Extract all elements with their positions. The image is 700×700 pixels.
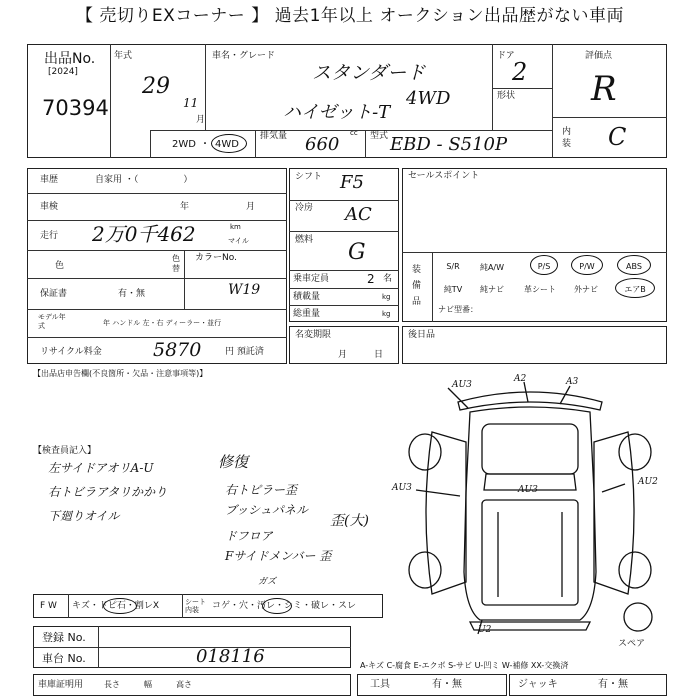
name-change-label: 名変期限 [295, 330, 332, 340]
color-label: 色 [55, 261, 65, 271]
right-note-2: 右トピラー歪 [225, 483, 298, 497]
inspection-label: 車検 [40, 202, 59, 212]
right-note-4: 歪(大) [330, 513, 369, 529]
garage-cert-fields: 長さ 幅 高さ [104, 680, 192, 689]
arrival-label: 後日品 [408, 330, 436, 340]
seller-notes-label: 【出品店申告欄(不良箇所・欠品・注意事項等)】 [33, 369, 208, 378]
load-label: 積載量 [293, 292, 321, 302]
diagram-mark-6: AU3 [518, 485, 538, 495]
auction-banner: 【 売切りEXコーナー 】 過去1年以上 オークション出品歴がない車両 [76, 6, 624, 26]
drive-sep: ・ [200, 139, 210, 150]
capacity-value: 2 [367, 272, 375, 286]
damage-legend: A-キズ C-腐食 E-エクボ S-サビ U-凹ミ W-補修 XX-交換済 [360, 661, 569, 670]
chassis-label: 車台 No. [42, 652, 86, 665]
shape-label: 形状 [497, 91, 516, 101]
km-unit: km [230, 223, 241, 231]
fw-label: F W [40, 601, 57, 611]
seat-label: シート内装 [185, 598, 206, 614]
mile-unit: マイル [228, 237, 249, 245]
name-line1: スタンダード [312, 62, 426, 84]
gross-label: 総重量 [293, 309, 321, 319]
equip-leather: 革シート [524, 285, 556, 294]
car-damage-diagram [390, 372, 670, 650]
color-no-label: カラーNo. [195, 253, 237, 263]
load-unit: kg [382, 293, 391, 301]
name-change-value: 月 日 [338, 350, 384, 360]
garage-cert-label: 車庫証明用 [38, 680, 84, 690]
right-note-1: 修復 [218, 453, 249, 471]
ac-label: 冷房 [295, 203, 314, 213]
arrival-box [402, 326, 667, 364]
seat-items: コゲ・穴・汚レ・シミ・破レ・スレ [212, 601, 357, 611]
registration-label: 登録 No. [42, 631, 86, 644]
equip-airbag: エアB [624, 285, 646, 294]
equip-abs: ABS [626, 262, 642, 271]
mileage-label: 走行 [40, 231, 59, 241]
interior-value: C [608, 123, 627, 151]
sales-point-label: セールスポイント [408, 171, 480, 181]
right-note-3: ブッシュパネル [225, 503, 308, 517]
year-value: 29 [142, 74, 170, 99]
diagram-mark-1: AU3 [452, 380, 472, 390]
inspection-month: 月 [246, 202, 256, 212]
equip-sr: S/R [446, 262, 460, 271]
right-note-5: ドフロア [225, 529, 273, 543]
left-note-1: 左サイドアオリA-U [48, 461, 154, 475]
capacity-unit: 名 [383, 274, 393, 284]
spare-label: スペア [618, 639, 646, 649]
equipment-label: 装備品 [412, 265, 422, 307]
diagram-mark-5: AU3 [392, 483, 412, 493]
history-label: 車歴 [40, 175, 59, 185]
jack-label: ジャッキ [518, 679, 558, 690]
fuel-label: 燃料 [295, 235, 314, 245]
fuel-value: G [348, 240, 366, 265]
equip-ps: P/S [537, 262, 551, 271]
ac-value: AC [345, 204, 372, 225]
shift-value: F5 [340, 172, 364, 193]
diagram-mark-2: A2 [514, 374, 527, 384]
name-line2: ハイゼット-T [283, 102, 391, 123]
equip-pw: P/W [579, 262, 595, 271]
model-label: 型式 [370, 131, 389, 141]
drive-note: 4WD [406, 88, 451, 109]
navi-model-label: ナビ型番： [438, 305, 478, 314]
cc-unit: cc [350, 129, 358, 137]
capacity-label: 乗車定員 [293, 274, 330, 284]
year-label: 年式 [114, 51, 133, 61]
left-note-2: 右トビラアタリかかり [48, 485, 168, 499]
note-small: ガズ [258, 577, 277, 587]
tools-value: 有・無 [432, 679, 462, 690]
diagram-mark-3: A3 [566, 377, 579, 387]
door-value: 2 [512, 58, 528, 86]
gross-unit: kg [382, 310, 391, 318]
jack-value: 有・無 [598, 679, 628, 690]
recycle-unit: 円 預託済 [225, 347, 264, 357]
tools-label: 工具 [370, 679, 390, 690]
equip-ext-navi: 外ナビ [574, 285, 598, 294]
month-value: 11 [183, 96, 199, 110]
chassis-value: 018116 [196, 646, 265, 667]
diagram-mark-8: U2 [478, 625, 492, 635]
fw-items: キズ・ドピ石・割レX [72, 601, 159, 611]
warranty-label: 保証書 [40, 289, 68, 299]
history-value: 自家用 ・（ ） [95, 175, 193, 185]
model-year-value: 年 ハンドル 左・右 ディーラー・並行 [103, 319, 222, 327]
door-label: ドア [497, 51, 515, 61]
diagram-mark-4: AU2 [638, 477, 658, 487]
model-value: EBD - S510P [390, 134, 508, 155]
interior-label: 内装 [562, 127, 572, 149]
color-change: 色替 [172, 254, 180, 273]
right-note-6: Fサイドメンバー 歪 [225, 549, 332, 563]
grade-value: R [591, 69, 617, 109]
shift-label: シフト [295, 172, 323, 182]
equip-navi: 純ナビ [480, 285, 504, 294]
lot-label: 出品No. [44, 51, 96, 67]
displacement-label: 排気量 [260, 131, 288, 141]
model-year-label: モデル年式 [38, 313, 66, 330]
equip-alloy-wheels: 純A/W [479, 263, 505, 272]
mileage-value: 2万0千462 [92, 222, 196, 246]
warranty-value: 有・無 [118, 289, 146, 299]
color-no-value: W19 [228, 282, 261, 298]
recycle-amount: 5870 [153, 339, 202, 361]
displacement-value: 660 [305, 134, 340, 155]
drive-2wd[interactable]: 2WD [172, 139, 196, 150]
vehicle-info-box [27, 168, 287, 364]
month-suffix: 月 [196, 115, 206, 125]
lot-number: 70394 [42, 96, 109, 120]
sales-point-box [402, 168, 667, 322]
inspection-year: 年 [180, 202, 190, 212]
name-label: 車名・グレード [212, 51, 276, 61]
lot-year-tag: [2024] [48, 67, 78, 77]
recycle-label: リサイクル料金 [40, 347, 102, 357]
equip-tv: 純TV [443, 285, 463, 294]
drive-4wd[interactable]: 4WD [215, 139, 239, 150]
left-note-3: 下廻りオイル [48, 509, 120, 523]
grade-label: 評価点 [585, 51, 613, 61]
inspector-label: 【検査員記入】 [33, 446, 97, 456]
